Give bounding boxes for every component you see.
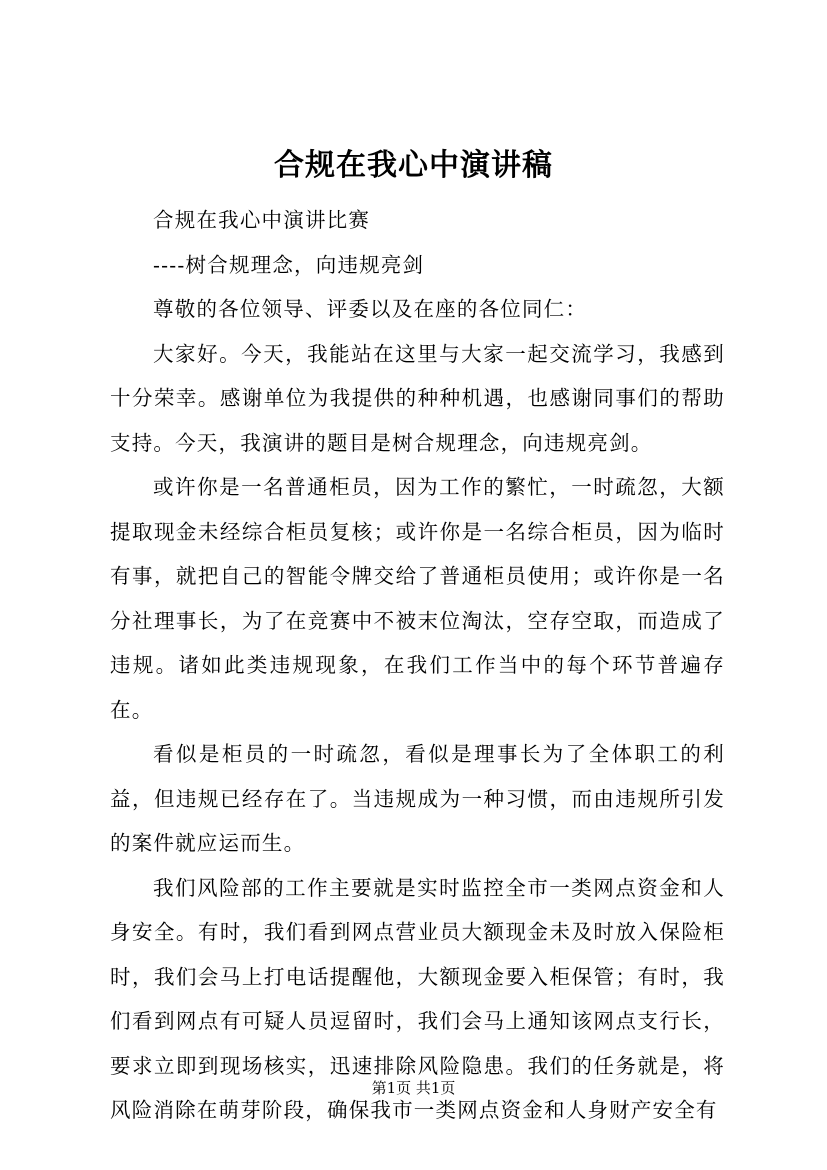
paragraph-intro: 大家好。今天，我能站在这里与大家一起交流学习，我感到十分荣幸。感谢单位为我提供的种种机遇，也感谢同事们的帮助支持。今天，我演讲的题目是树合规理念，向违规亮剑。 [110,341,725,455]
paragraph-greeting: 尊敬的各位领导、评委以及在座的各位同仁： [153,297,588,321]
paragraph-risk-department: 我们风险部的工作主要就是实时监控全市一类网点资金和人身安全。有时，我们看到网点营业员大额现金未及时放入保险柜时，我们会马上打电话提醒他，大额现金要入柜保管；有时，我们看到网点有可疑人员逗留时，我们会马上通知该网点支行长，要求立即到现场核实，迅速排除风险隐患。我们的任务就是，将风险消除在萌芽阶段，确保我市一类网点资金和人身财产安全有 [110,875,725,1122]
paragraph-subtitle: 合规在我心中演讲比赛 [153,208,371,232]
paragraph-examples: 或许你是一名普通柜员，因为工作的繁忙，一时疏忽，大额提取现金未经综合柜员复核；或许你是一名综合柜员，因为临时有事，就把自己的智能令牌交给了普通柜员使用；或许你是一名分社理事长，为了在竞赛中不被末位淘汰，空存空取，而造成了违规。诸如此类违规现象，在我们工作当中的每个环节普遍存在。 [110,475,725,722]
page-footer: 第1页 共1页 [371,1079,456,1097]
paragraph-slogan: ----树合规理念，向违规亮剑 [153,252,425,277]
document-title: 合规在我心中演讲稿 [274,148,553,183]
document-body [110,198,725,1133]
paragraph-consequence: 看似是柜员的一时疏忽，看似是理事长为了全体职工的利益，但违规已经存在了。当违规成为一种习惯，而由违规所引发的案件就应运而生。 [110,742,725,855]
